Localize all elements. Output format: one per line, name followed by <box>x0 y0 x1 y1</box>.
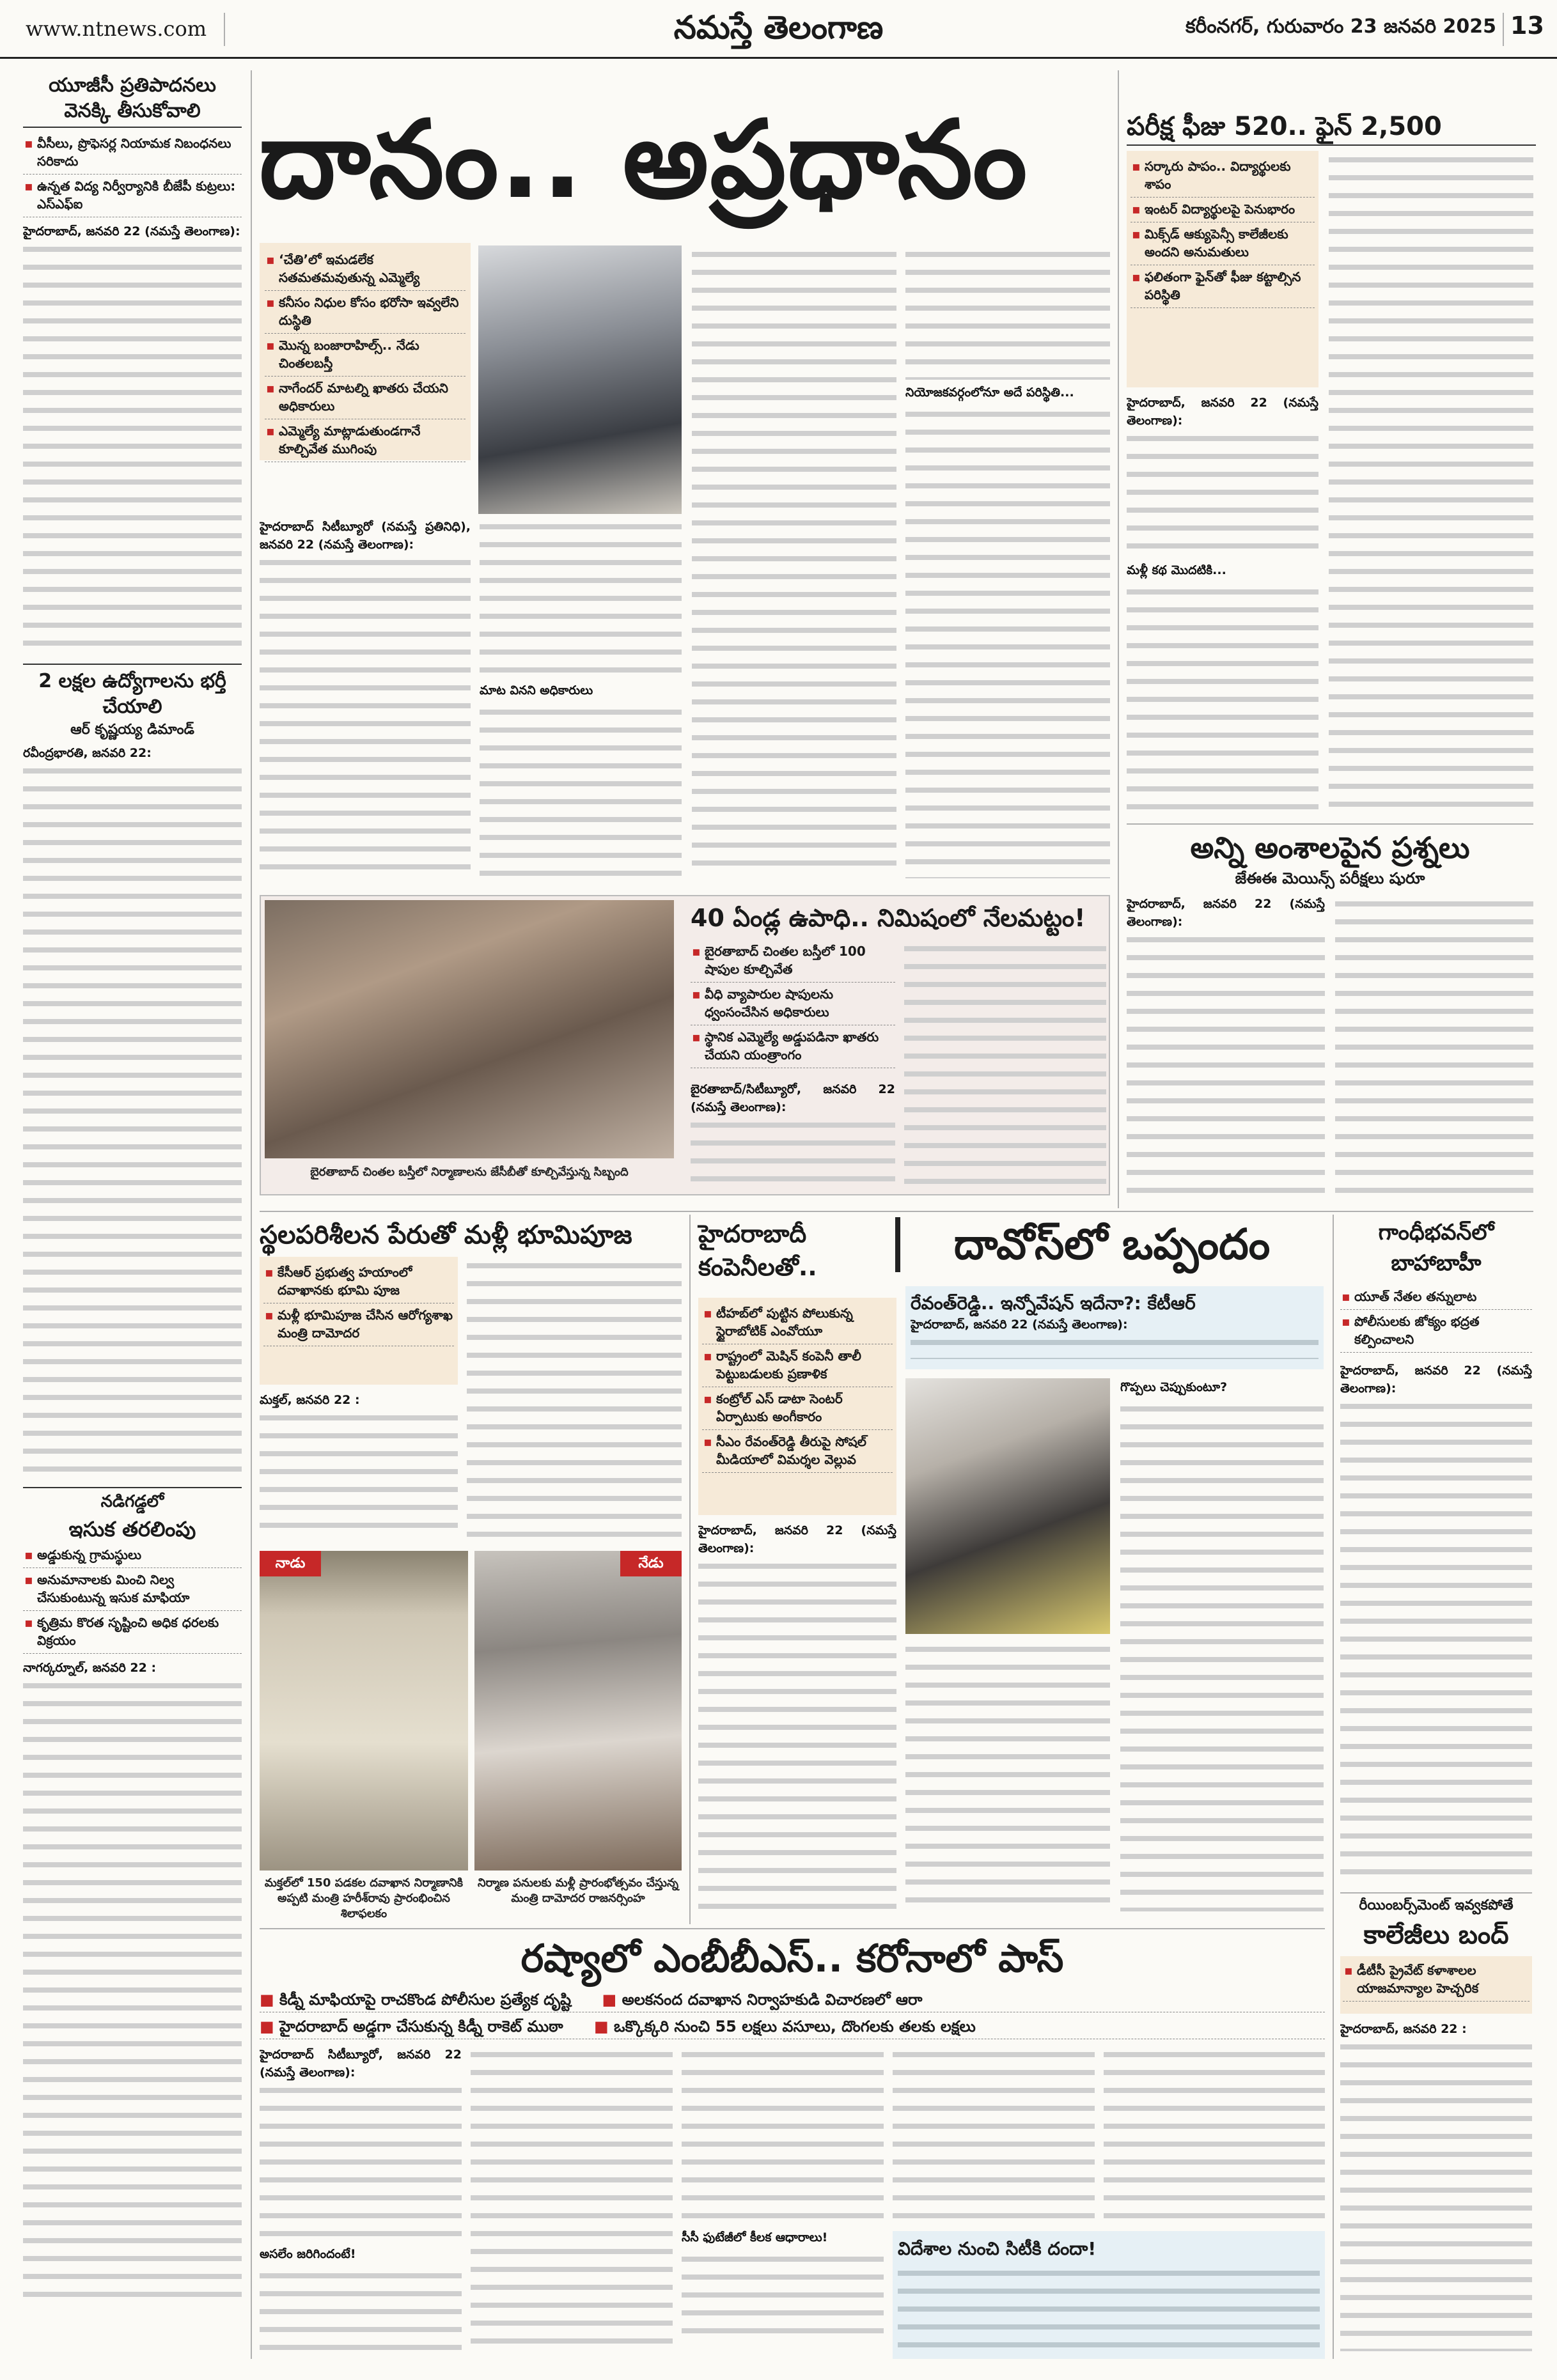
body-filler <box>480 703 682 882</box>
gandhi-bhavan-bullets <box>1340 1285 1532 1353</box>
colleges-bandh-bullets-box <box>1340 1956 1532 2014</box>
story-dateline: హైదరాబాద్, జనవరి 22 (నమస్తే తెలంగాణ): <box>698 1523 896 1555</box>
bullet: ▪ కృత్రిమ కొరత సృష్టించి అధిక ధరలకు విక్రయం <box>23 1611 242 1654</box>
story-dateline: రవీంద్రభారతి, జనవరి 22: <box>23 746 152 760</box>
section-rule <box>1127 823 1533 825</box>
exam-fees-body-b <box>1329 151 1533 816</box>
lead-subhead: మాట వినని అధికారులు <box>480 683 593 697</box>
story-dateline: మక్తల్, జనవరి 22 : <box>260 1393 360 1407</box>
column-rule <box>1333 1215 1334 2359</box>
davos-quote-head: రేవంత్‌రెడ్డి.. ఇన్నోవేషన్ ఇదేనా?: కేటీఆర్ <box>911 1293 1196 1314</box>
header-divider <box>224 13 225 46</box>
masthead: నమస్తే తెలంగాణ <box>673 9 884 46</box>
story-sand-kicker: నడిగడ్డలో <box>23 1487 242 1515</box>
colleges-bandh-headline: కాలేజీలు బంద్ <box>1363 1920 1509 1950</box>
plaque-photo <box>260 1551 468 1871</box>
story-ugc-body <box>23 222 242 657</box>
body-filler <box>682 2250 884 2346</box>
russia-body-col3 <box>682 2046 884 2359</box>
gandhi-bhavan-headline: గాంధీభవన్‌లో బాహాబాహీ <box>1378 1220 1494 1276</box>
body-filler <box>691 1116 895 1186</box>
all-aspects-body-a <box>1127 895 1325 1202</box>
bullet: ▪ అడ్డుకున్న గ్రామస్థులు <box>23 1543 242 1568</box>
bullet: ▪ మొన్న బంజారాహిల్స్.. నేడు చింతలబస్తీ <box>265 334 466 377</box>
body-filler <box>692 245 896 878</box>
demolition-photo-caption: బైరతాబాద్ చింతల బస్తీలో నిర్మాణాలను జేసీబీతో కూల్చివేస్తున్న సిబ్బంది <box>310 1165 629 1179</box>
land-puja-body-a <box>260 1391 458 1544</box>
davos-quote-body <box>911 1316 1318 1360</box>
story-dateline: హైదరాబాద్, జనవరి 22 (నమస్తే తెలంగాణ): <box>1127 897 1325 929</box>
russia-body-col4 <box>893 2046 1095 2225</box>
header-divider <box>1503 13 1504 46</box>
lead-bullets <box>265 248 466 462</box>
bullet: ▪ వీధి వ్యాపారుల షాపులను ధ్వంసంచేసిన అధికారులు <box>691 983 895 1025</box>
story-dateline: నాగర్కర్నూల్, జనవరి 22 : <box>23 1661 157 1675</box>
davos-subhead: గొప్పలు చెప్పుకుంటూ? <box>1120 1380 1228 1394</box>
section-rule <box>260 1928 1325 1929</box>
strap-icon: ■ <box>594 2018 614 2035</box>
davos-quote-box <box>905 1286 1324 1369</box>
lead-body-col4 <box>905 245 1110 882</box>
story-jobs-body <box>23 744 242 1479</box>
bullet: ▪ టీహబ్‌లో పుట్టిన పోలుకున్న స్టైరాబోటిక్ ఎంవోయూ <box>702 1302 893 1344</box>
russia-subhead-1: అసలేం జరిగిందంటే! <box>260 2247 356 2261</box>
strap-icon: ■ <box>260 1991 280 2009</box>
strap-icon: ■ <box>260 2018 280 2035</box>
bullet: ▪ రాష్ట్రంలో మెషిన్ కంపెనీ తాలీ పెట్టుబడులకు ప్రణాళిక <box>702 1344 893 1387</box>
body-filler <box>471 2046 673 2355</box>
section-rule <box>260 1211 1533 1212</box>
bullet: ▪ కనీసం నిధుల కోసం భరోసా ఇవ్వలేని దుస్థితి <box>265 291 466 334</box>
land-puja-headline: స్థలపరిశీలన పేరుతో మళ్లీ భూమిపూజ <box>260 1220 632 1250</box>
column-rule <box>1118 70 1119 1208</box>
bullet: ▪ యూత్ నేతల తన్నులాట <box>1340 1285 1532 1310</box>
lead-body-col3 <box>692 245 896 882</box>
russia-body-col1 <box>260 2046 462 2359</box>
lead-body-col1 <box>260 518 471 882</box>
story-sand-bullets <box>23 1543 242 1654</box>
bullet: ▪ పోలీసులకు జోక్యం భద్రత కల్పించాలని <box>1340 1310 1532 1353</box>
bullet: ▪ స్థానిక ఎమ్మెల్యే అడ్డుపడినా ఖాతరు చేయని యంత్రాంగం <box>691 1025 895 1068</box>
body-filler <box>898 2264 1320 2351</box>
bullet: ▪ బైరతాబాద్ చింతల బస్తీలో 100 షాపుల కూల్చివేత <box>691 940 895 983</box>
body-filler <box>23 240 242 649</box>
bullet: ▪ అనుమానాలకు మించి నిల్వ చేసుకుంటున్న ఇసుక మాఫియా <box>23 1568 242 1611</box>
all-aspects-body-b <box>1335 895 1533 1202</box>
exam-fees-bullets <box>1131 155 1315 308</box>
left-column <box>23 70 242 2359</box>
body-filler <box>260 1409 458 1537</box>
section-rule <box>1340 1892 1532 1894</box>
page-header <box>0 0 1557 59</box>
all-aspects-headline: అన్ని అంశాలపైన ప్రశ్నలు <box>1190 830 1470 865</box>
story-jobs-headline: 2 లక్షల ఉద్యోగాలను భర్తీ చేయాలి <box>23 664 242 720</box>
bullet: ▪ ఉన్నత విద్య నిర్వీర్యానికి బీజేపీ కుట్రలు: ఎస్ఎఫ్ఐ <box>23 175 242 217</box>
body-filler <box>1340 1397 1532 1886</box>
bullet: ▪ డీటీసీ ప్రైవేట్ కళాశాలల యాజమాన్యాల హెచ్చరిక <box>1343 1959 1530 2002</box>
demolition-body-b <box>904 940 1106 1189</box>
plaque-caption: మక్తల్‌లో 150 పడకల దవాఖాన నిర్మాణానికి అప్పటి మంత్రి హరీశ్‌రావు ప్రారంభించిన శిలాఫలకం <box>264 1876 464 1920</box>
body-filler <box>1335 895 1533 1198</box>
russia-strap-row1 <box>260 1987 1325 2012</box>
body-filler <box>1127 430 1318 557</box>
bullet: ▪ ‘చేతి’లో ఇమడలేక సతమతమవుతున్న ఎమ్మెల్యే <box>265 248 466 291</box>
bullet: ▪ వీసీలు, ప్రొఫెసర్ల నియామక నిబంధనలు సరికాదు <box>23 132 242 175</box>
body-filler <box>893 2046 1095 2221</box>
now-label: నేడు <box>620 1551 682 1576</box>
story-dateline: హైదరాబాద్, జనవరి 22 (నమస్తే తెలంగాణ): <box>911 1318 1128 1332</box>
bullet: ▪ ఫలితంగా ఫైన్‌తో ఫీజు కట్టాల్సిన పరిస్థితి <box>1131 265 1315 308</box>
russia-strap-3: హైదరాబాద్ అడ్డగా చేసుకున్న కిడ్నీ రాకెట్ ముఠా <box>279 2018 563 2035</box>
bullet: ▪ సర్కారు పాపం.. విద్యార్థులకు శాపం <box>1131 155 1315 198</box>
land-puja-bullets-box <box>260 1257 458 1385</box>
story-sand-headline: ఇసుక తరలింపు <box>68 1517 196 1541</box>
bhoomi-puja-caption: నిర్మాణ పనులకు మళ్లీ ప్రారంభోత్సవం చేస్తున్న మంత్రి దామోదర రాజనర్సింహ <box>478 1876 678 1905</box>
davos-body-a <box>1120 1378 1324 1918</box>
body-filler <box>905 405 1110 878</box>
bullet: ▪ నాగేందర్ మాటల్ని ఖాతరు చేయని అధికారులు <box>265 377 466 419</box>
davos-photo <box>905 1378 1110 1634</box>
body-filler <box>682 2046 884 2225</box>
land-puja-body-b <box>467 1257 682 1544</box>
story-dateline: హైదరాబాద్ సిటీబ్యూరో (నమస్తే ప్రతినిధి), జనవరి 22 (నమస్తే తెలంగాణ): <box>260 520 471 552</box>
body-filler <box>1104 2046 1325 2221</box>
story-sand-body <box>23 1659 242 2317</box>
abroad-box <box>893 2231 1325 2359</box>
hyd-companies-bullets-box <box>698 1298 896 1515</box>
story-dateline: హైదరాబాద్, జనవరి 22 (నమస్తే తెలంగాణ): <box>1340 1364 1532 1396</box>
story-dateline: హైదరాబాద్, జనవరి 22 (నమస్తే తెలంగాణ): <box>23 224 240 238</box>
lead-subhead-2: నియోజకవర్గంలోనూ అదే పరిస్థితి... <box>905 385 1074 400</box>
lead-headline: దానం.. అప్రధానం <box>259 97 1029 222</box>
column-rule <box>251 70 252 2359</box>
column-rule <box>689 1215 691 1924</box>
exam-fees-headline: పరీక్ష ఫీజు 520.. ఫైన్ 2,500 <box>1127 109 1536 146</box>
body-filler <box>698 1557 896 1918</box>
lead-bullets-box <box>260 243 471 460</box>
bullet: ▪ మిక్స్‌డ్ ఆక్యుపెన్సీ కాలేజీలకు అందని అనుమతులు <box>1131 222 1315 265</box>
body-filler <box>1127 583 1318 816</box>
dateline: కరీంనగర్, గురువారం 23 జనవరి 2025 <box>1185 15 1496 38</box>
davos-body-b <box>905 1640 1110 1918</box>
story-jobs-byline: ఆర్ కృష్ణయ్య డిమాండ్ <box>70 722 194 738</box>
page-number: 13 <box>1510 12 1544 40</box>
exam-fees-subhead: మళ్లీ కథ మొదటికి... <box>1127 563 1226 577</box>
bullet: ▪ కేసీఆర్ ప్రభుత్వ హయాంలో దవాఖానకు భూమి పూజ <box>263 1261 454 1303</box>
body-filler <box>467 1257 682 1541</box>
russia-mbbs-headline: రష్యాలో ఎంబీబీఎస్.. కరోనాలో పాస్ <box>520 1936 1064 1981</box>
body-filler <box>1340 2038 1532 2351</box>
exam-fees-bullets-box <box>1127 151 1318 387</box>
bullet: ▪ ఇంటర్ విద్యార్థులపై పెనుభారం <box>1131 198 1315 222</box>
body-filler <box>260 2267 462 2350</box>
bullet: ▪ మళ్లీ భూమిపూజ చేసిన ఆరోగ్యశాఖ మంత్రి దామోదర <box>263 1303 454 1346</box>
colleges-bandh-bullets <box>1343 1959 1530 2002</box>
story-dateline: హైదరాబాద్, జనవరి 22 (నమస్తే తెలంగాణ): <box>1127 396 1318 428</box>
colleges-bandh-kicker: రీయింబర్స్‌మెంట్ ఇవ్వకపోతే <box>1359 1897 1514 1913</box>
body-filler <box>1120 1400 1324 1911</box>
russia-body-col5 <box>1104 2046 1325 2225</box>
demolition-bullets-box <box>691 940 895 1068</box>
gandhi-bhavan-bullets-box <box>1340 1285 1532 1353</box>
russia-subhead-2: సీసీ ఫుటేజీలో కీలక ఆధారాలు! <box>682 2230 828 2244</box>
body-filler <box>260 2081 462 2241</box>
hyd-companies-headline: హైదరాబాదీ కంపెనీలతో.. <box>698 1220 817 1281</box>
russia-strap-row2 <box>260 2014 1325 2039</box>
davos-headline: దావోస్‌లో ఒప్పందం <box>895 1217 1324 1272</box>
story-ugc-bullets <box>23 132 242 217</box>
bullet: ▪ కంట్రోల్ ఎస్ డాటా సెంటర్ ఏర్పాటుకు అంగీకారం <box>702 1387 893 1430</box>
hyd-companies-body <box>698 1521 896 1918</box>
colleges-bandh-body <box>1340 2020 1532 2359</box>
bhoomi-puja-photo <box>474 1551 682 1871</box>
strap-icon: ■ <box>602 1991 622 2009</box>
russia-strap-4: ఒక్కొక్కరి నుంచి 55 లక్షలు వసూలు, దొంగలకు తలకు లక్షలు <box>614 2018 976 2035</box>
website-url[interactable]: www.ntnews.com <box>26 17 207 41</box>
body-filler <box>260 554 471 880</box>
demolition-headline: 40 ఏండ్ల ఉపాధి.. నిమిషంలో నేలమట్టం! <box>691 904 1086 932</box>
bullet: ▪ ఎమ్మెల్యే మాట్లాడుతుండగానే కూల్చివేత ముగింపు <box>265 419 466 462</box>
story-ugc-headline: యూజీసీ ప్రతిపాదనలు వెనక్కి తీసుకోవాలి <box>23 70 242 128</box>
then-label: నాడు <box>260 1551 321 1576</box>
body-filler <box>905 245 1110 380</box>
all-aspects-subheadline: జేఈఈ మెయిన్స్ పరీక్షలు షురూ <box>1235 869 1425 887</box>
body-filler <box>480 518 682 678</box>
russia-subhead-3: విదేశాల నుంచి సిటీకి దందా! <box>898 2238 1097 2259</box>
lead-photo <box>478 245 682 514</box>
exam-fees-body-a <box>1127 394 1318 816</box>
land-puja-bullets <box>263 1261 454 1346</box>
demolition-photo <box>265 900 674 1158</box>
russia-strap-1: కిడ్నీ మాఫియాపై రాచకొండ పోలీసుల ప్రత్యేక దృష్టి <box>279 1991 572 2009</box>
body-filler <box>1127 931 1325 1199</box>
body-filler <box>911 1334 1318 1359</box>
story-dateline: హైదరాబాద్, జనవరి 22 : <box>1340 2022 1467 2036</box>
body-filler <box>23 762 242 1472</box>
body-filler <box>905 1640 1110 1914</box>
body-filler <box>23 1677 242 2310</box>
demolition-bullets <box>691 940 895 1068</box>
body-filler <box>904 940 1106 1185</box>
demolition-body-a <box>691 1080 895 1189</box>
story-dateline: హైదరాబాద్ సిటీబ్యూరో, జనవరి 22 (నమస్తే తెలంగాణ): <box>260 2048 462 2080</box>
russia-body-col2 <box>471 2046 673 2359</box>
russia-strap-2: అలకనంద దవాఖాన నిర్వాహకుడి విచారణలో ఆరా <box>622 1991 923 2009</box>
bullet: ▪ సీఎం రేవంత్‌రెడ్డి తీరుపై సోషల్ మీడియాలో విమర్శల వెల్లువ <box>702 1430 893 1473</box>
body-filler <box>1329 151 1533 812</box>
story-dateline: బైరతాబాద్/సిటీబ్యూరో, జనవరి 22 (నమస్తే తెలంగాణ): <box>691 1082 895 1114</box>
hyd-companies-bullets <box>702 1302 893 1473</box>
lead-body-col2 <box>480 518 682 882</box>
gandhi-bhavan-body <box>1340 1362 1532 1886</box>
